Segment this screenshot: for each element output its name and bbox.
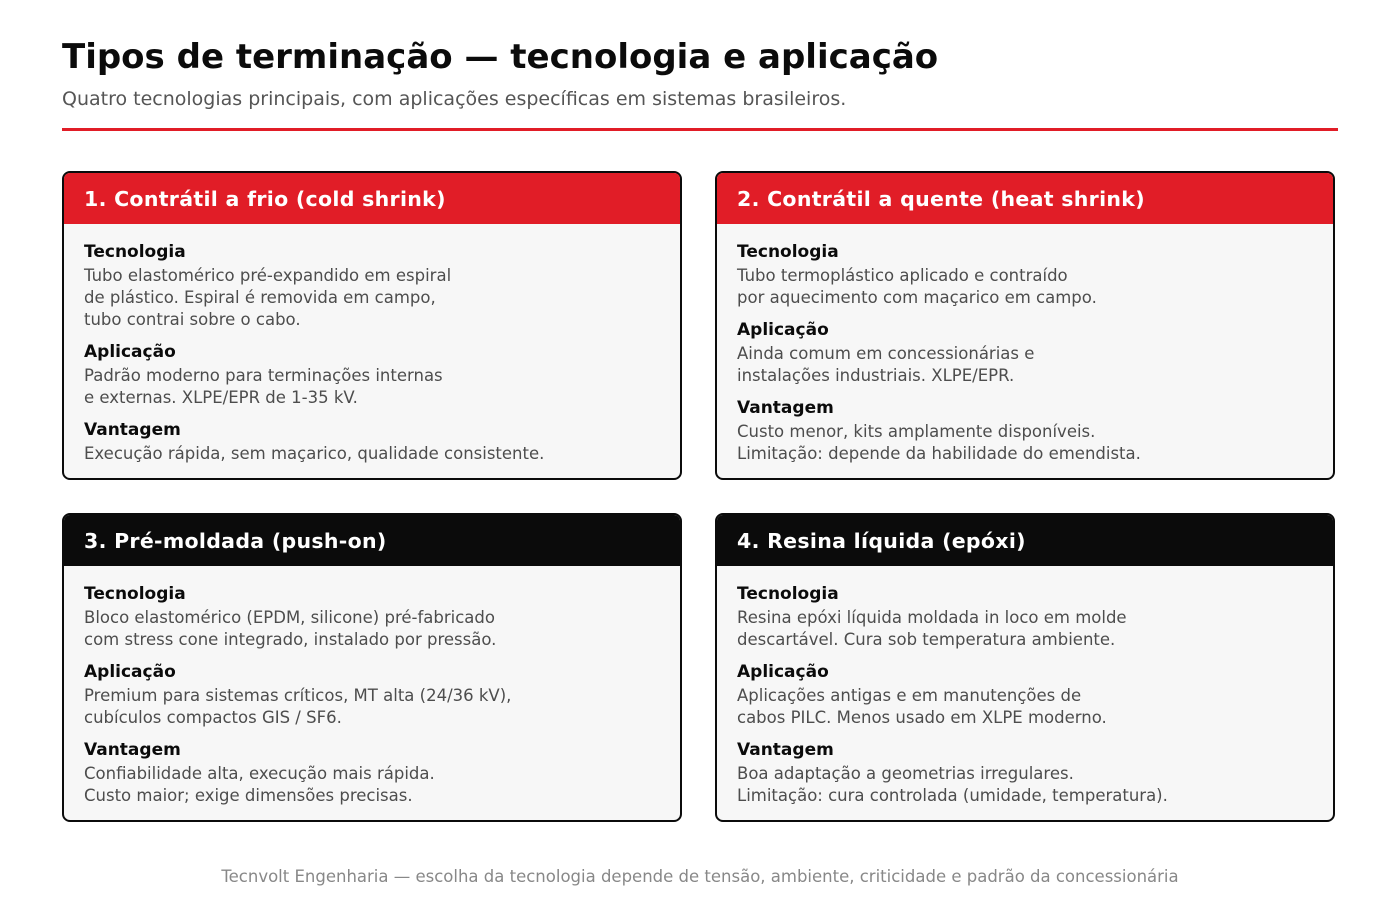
section-tecnologia [737,583,1313,651]
section-tecnologia [84,241,660,331]
section-tecnologia [737,241,1313,309]
section-text: Premium para sistemas críticos, MT alta (24/36 kV), cubículos compactos GIS / SF6. [84,686,512,727]
section-vantagem [737,739,1313,807]
card-body [717,224,1333,465]
section-text: Aplicações antigas e em manutenções de cabos PILC. Menos usado em XLPE moderno. [737,686,1107,727]
section-text: Resina epóxi líquida moldada in loco em molde descartável. Cura sob temperatura ambiente. [737,608,1127,649]
card-cold-shrink [62,171,682,480]
section-label: Tecnologia [84,584,186,604]
section-label: Vantagem [737,398,834,418]
card-header: 1. Contrátil a frio (cold shrink) [64,173,680,224]
card-resina-liquida [715,513,1335,822]
section-text: Confiabilidade alta, execução mais rápida. Custo maior; exige dimensões precisas. [84,764,435,805]
section-label: Aplicação [737,320,829,340]
card-header: 2. Contrátil a quente (heat shrink) [717,173,1333,224]
title-divider [62,128,1338,131]
section-label: Tecnologia [84,242,186,262]
section-label: Vantagem [737,740,834,760]
card-body [717,566,1333,807]
section-vantagem [84,739,660,807]
card-body [64,566,680,807]
section-text: Padrão moderno para terminações internas e externas. XLPE/EPR de 1-35 kV. [84,366,443,407]
section-label: Tecnologia [737,584,839,604]
section-aplicacao [84,661,660,729]
section-vantagem [737,397,1313,465]
section-vantagem [84,419,660,465]
card-body [64,224,680,465]
card-pre-moldada [62,513,682,822]
card-header: 4. Resina líquida (epóxi) [717,515,1333,566]
card-header: 3. Pré-moldada (push-on) [64,515,680,566]
section-aplicacao [84,341,660,409]
section-label: Aplicação [84,662,176,682]
card-heat-shrink [715,171,1335,480]
section-label: Aplicação [737,662,829,682]
section-label: Aplicação [84,342,176,362]
section-text: Boa adaptação a geometrias irregulares. Limitação: cura controlada (umidade, temperatura). [737,764,1168,805]
section-aplicacao [737,661,1313,729]
page-title: Tipos de terminação — tecnologia e aplicação [62,37,939,77]
footer-note: Tecnvolt Engenharia — escolha da tecnologia depende de tensão, ambiente, criticidade e padrão da concessionária [221,867,1179,886]
page-subtitle: Quatro tecnologias principais, com aplicações específicas em sistemas brasileiros. [62,88,847,110]
section-label: Tecnologia [737,242,839,262]
section-text: Tubo elastomérico pré-expandido em espiral de plástico. Espiral é removida em campo, tubo contrai sobre o cabo. [84,266,452,329]
section-text: Bloco elastomérico (EPDM, silicone) pré-fabricado com stress cone integrado, instalado por pressão. [84,608,497,649]
section-label: Vantagem [84,740,181,760]
section-text: Ainda comum em concessionárias e instalações industriais. XLPE/EPR. [737,344,1035,385]
section-tecnologia [84,583,660,651]
section-text: Execução rápida, sem maçarico, qualidade consistente. [84,444,545,463]
section-aplicacao [737,319,1313,387]
section-text: Custo menor, kits amplamente disponíveis. Limitação: depende da habilidade do emendista. [737,422,1141,463]
section-label: Vantagem [84,420,181,440]
section-text: Tubo termoplástico aplicado e contraído por aquecimento com maçarico em campo. [737,266,1097,307]
